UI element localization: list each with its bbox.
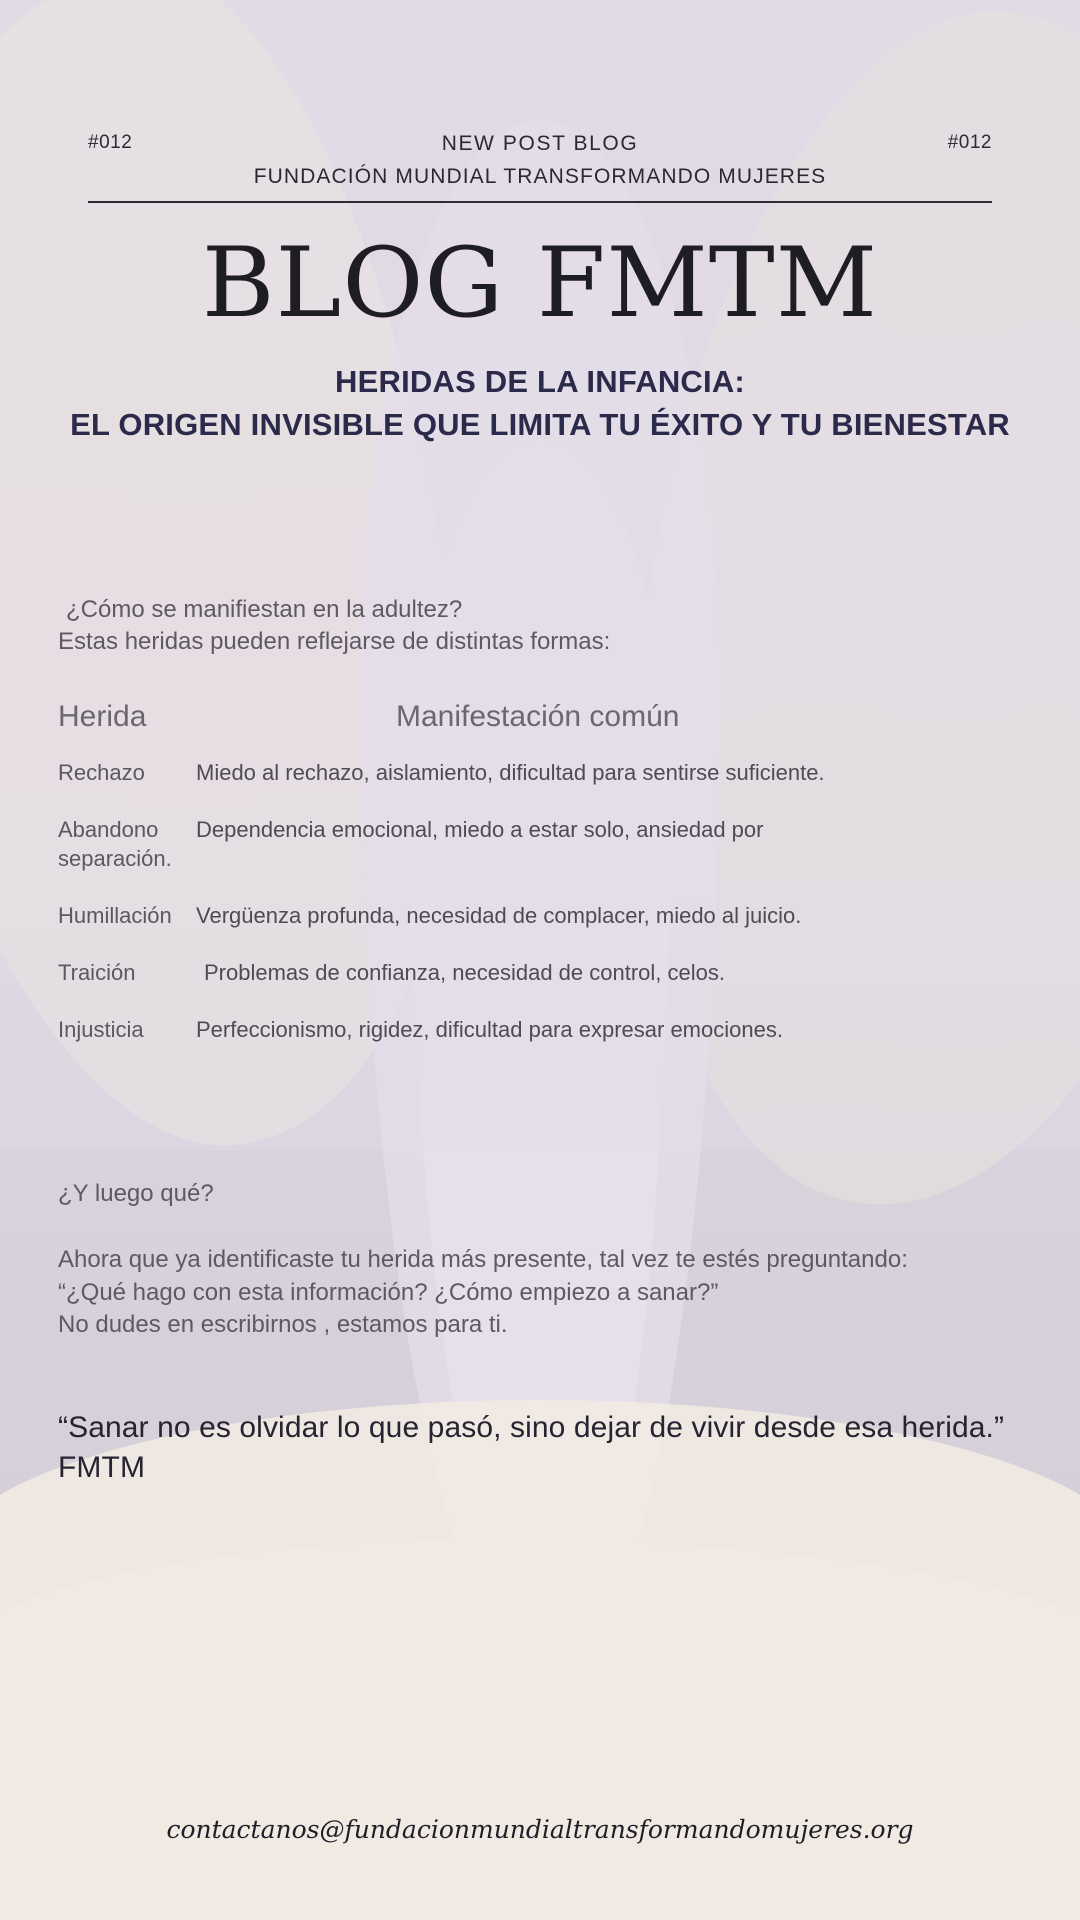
page-title: BLOG FMTM (201, 227, 879, 340)
table-row (58, 901, 1022, 930)
closing-line-1: Ahora que ya identificaste tu herida más presente, tal vez te estés preguntando: (58, 1246, 908, 1274)
closing-question: ¿Y luego qué? (58, 1180, 214, 1208)
table-cell-manifestation: Dependencia emocional, miedo a estar solo, ansiedad por (196, 816, 764, 842)
table-row (58, 758, 1022, 787)
table-cell-manifestation: Problemas de confianza, necesidad de control, celos. (204, 959, 725, 985)
closing-body (58, 1244, 1022, 1342)
table-cell-wound: Traición (58, 959, 136, 985)
subtitle-line-1: HERIDAS DE LA INFANCIA: (335, 364, 745, 400)
intro-block (58, 594, 1022, 658)
body-section (0, 594, 1080, 1488)
page-subtitle (0, 361, 1080, 446)
kicker-line-foundation-name: FUNDACIÓN MUNDIAL TRANSFORMANDO MUJERES (253, 164, 827, 188)
pull-quote: “Sanar no es olvidar lo que pasó, sino dejar de vivir desde esa herida.” FMTM (58, 1410, 1005, 1484)
closing-block (58, 1180, 1022, 1342)
table-row (58, 958, 1022, 987)
intro-text: Estas heridas pueden reflejarse de distintas formas: (58, 627, 611, 655)
closing-line-3: No dudes en escribirnos , estamos para ti. (58, 1311, 508, 1339)
table-cell-manifestation: Miedo al rechazo, aislamiento, dificultad para sentirse suficiente. (196, 759, 825, 785)
table-cell-wound: Rechazo (58, 759, 145, 785)
table-row (58, 815, 1022, 873)
table-cell-manifestation: Vergüenza profunda, necesidad de complacer, miedo al juicio. (196, 902, 802, 928)
table-cell-wound: Humillación (58, 902, 172, 928)
table-row (58, 1015, 1022, 1044)
table-column-header-manifestation: Manifestación común (396, 699, 680, 733)
intro-question: ¿Cómo se manifiestan en la adultez? (66, 596, 463, 624)
header-kicker (0, 128, 1080, 193)
header-divider (88, 201, 992, 203)
kicker-line-new-post-blog: NEW POST BLOG (441, 132, 639, 155)
table-header-row (58, 700, 1022, 734)
issue-number-right: #012 (947, 132, 992, 153)
closing-line-2: “¿Qué hago con esta información? ¿Cómo empiezo a sanar?” (58, 1278, 719, 1306)
subtitle-line-2: EL ORIGEN INVISIBLE QUE LIMITA TU ÉXITO Y TU BIENESTAR (70, 406, 1010, 442)
issue-number-left: #012 (88, 132, 133, 153)
table-cell-wound: Abandono separación. (58, 816, 172, 871)
manifestations-table (58, 700, 1022, 1044)
poster-header (0, 0, 1080, 446)
table-column-header-wound: Herida (58, 699, 147, 733)
table-cell-wound: Injusticia (58, 1017, 144, 1042)
contact-email[interactable]: contactanos@fundacionmundialtransformandomujeres.org (166, 1815, 914, 1844)
table-cell-manifestation: Perfeccionismo, rigidez, dificultad para expresar emociones. (196, 1017, 783, 1042)
